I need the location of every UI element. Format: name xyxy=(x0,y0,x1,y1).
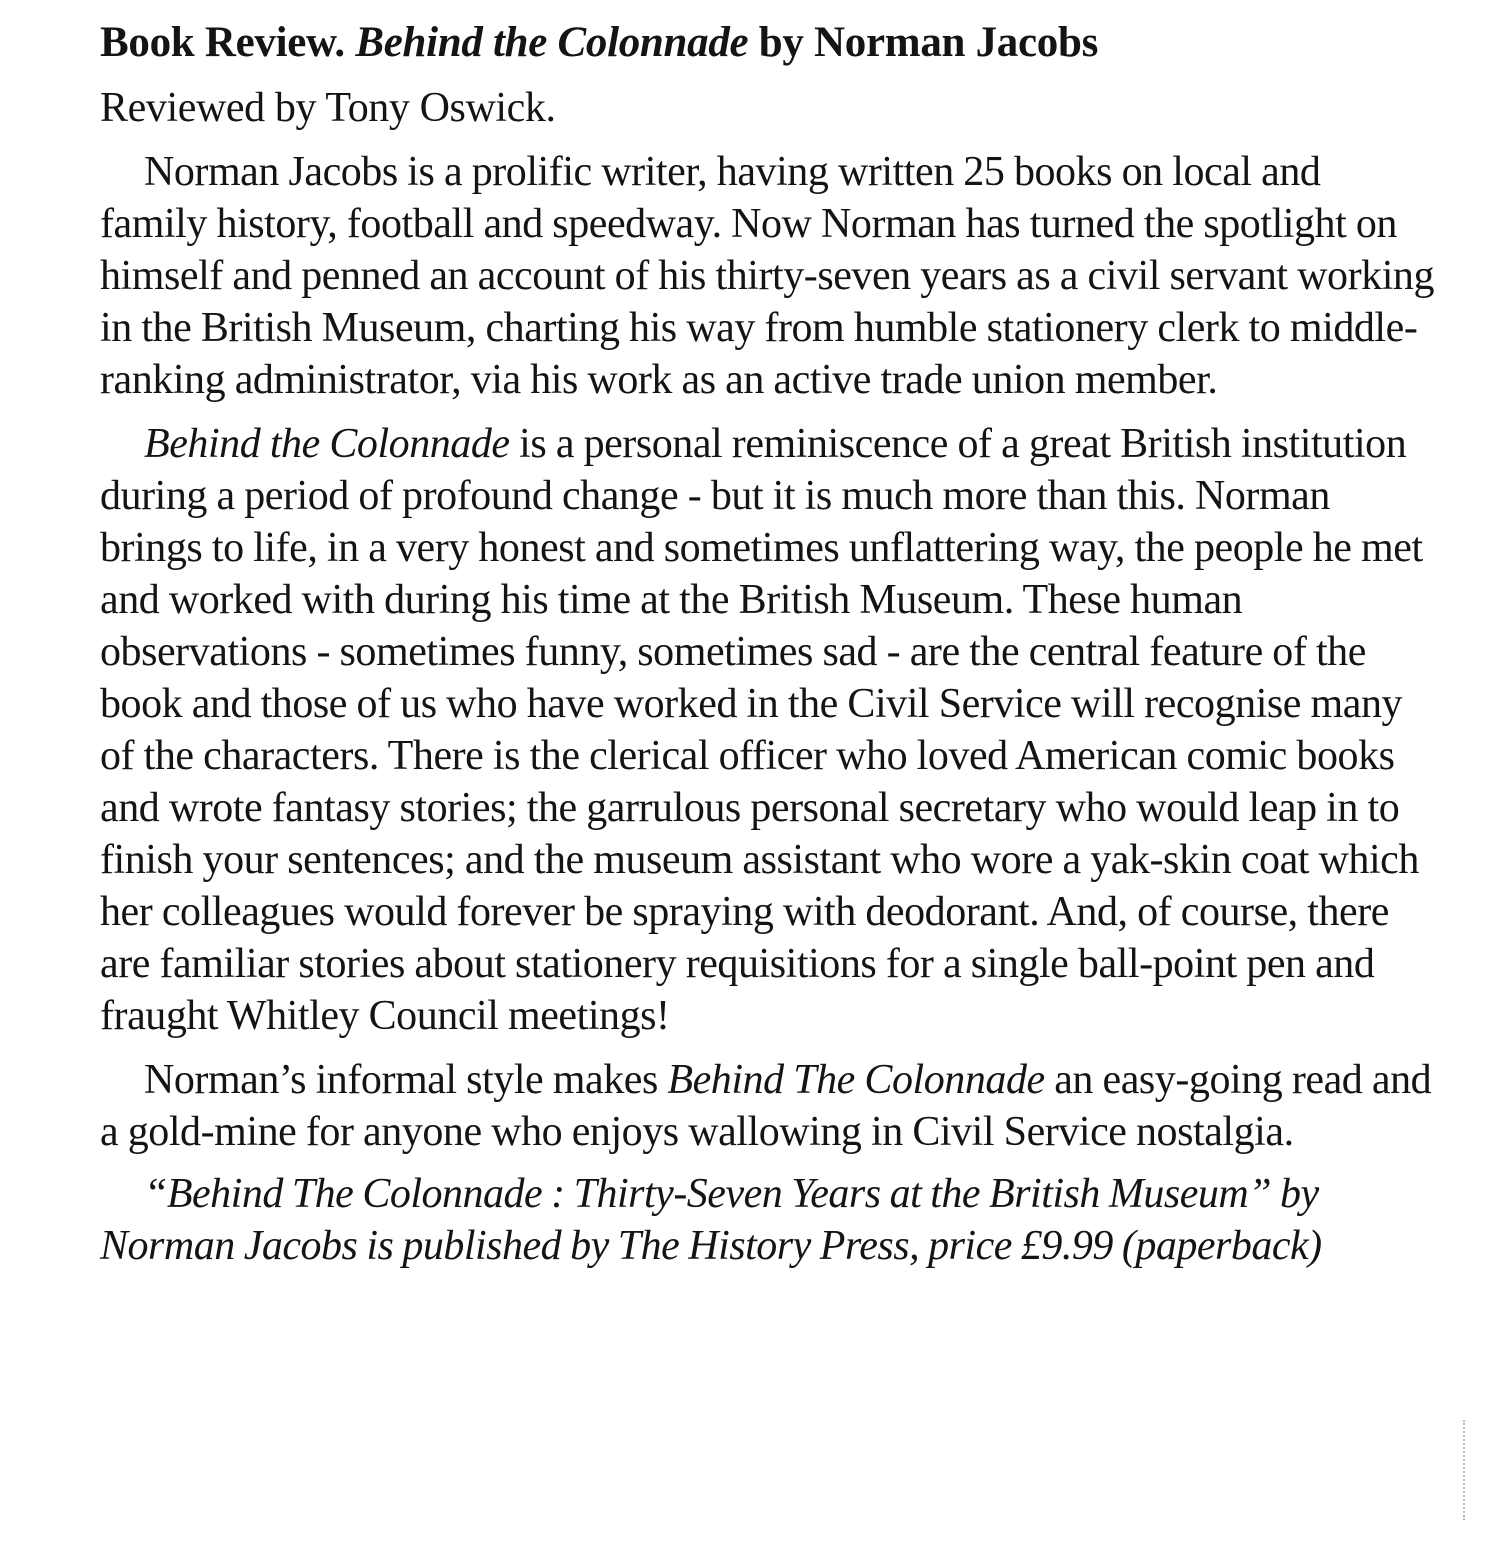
paragraph-2 xyxy=(100,418,1435,1042)
paragraph-2-text: is a personal reminiscence of a great British institution during a period of profound change - but it is much more than this. Norman brings to life, in a very honest and sometimes unflattering way, the people he met and worked with during his time at the British Museum. These human observations - sometimes funny, sometimes sad - are the central feature of the book and those of us who have worked in the Civil Service will recognise many of the characters. There is the clerical officer who loved American comic books and wrote fantasy stories; the garrulous personal secretary who would leap in to finish your sentences; and the museum assistant who wore a yak-skin coat which her colleagues would forever be spraying with deodorant. And, of course, there are familiar stories about stationery requisitions for a single ball-point pen and fraught Whitley Council meetings! xyxy=(100,421,1423,1039)
reviewer-byline: Reviewed by Tony Oswick. xyxy=(100,85,556,131)
book-title: Behind the Colonnade xyxy=(355,19,749,66)
paragraph-2-book-title: Behind the Colonnade xyxy=(144,421,510,467)
paragraph-3-text: an easy-going read and a gold-mine for anyone who enjoys wallowing in Civil Service nostalgia. xyxy=(100,1057,1432,1155)
paragraph-1: Norman Jacobs is a prolific writer, having written 25 books on local and family history, football and speedway. Now Norman has turned the spotlight on himself and penned an account of his thirty-seven years as a civil servant working in the British Museum, charting his way from humble stationery clerk to middle-ranking administrator, via his work as an active trade union member. xyxy=(100,149,1435,403)
article-title xyxy=(100,14,1435,72)
paragraph-3-book-title: Behind The Colonnade xyxy=(667,1057,1045,1103)
review-label: Book Review. xyxy=(100,19,345,66)
publication-note: “Behind The Colonnade : Thirty-Seven Years at the British Museum” by Norman Jacobs is published by The History Press, price £9.99 (paperback) xyxy=(100,1171,1322,1269)
scan-edge-artifact xyxy=(1463,1420,1467,1520)
book-review-article xyxy=(100,14,1435,1272)
title-author: by Norman Jacobs xyxy=(748,19,1099,66)
paragraph-3-start: Norman’s informal style makes xyxy=(144,1057,668,1103)
paragraph-3 xyxy=(100,1054,1435,1158)
